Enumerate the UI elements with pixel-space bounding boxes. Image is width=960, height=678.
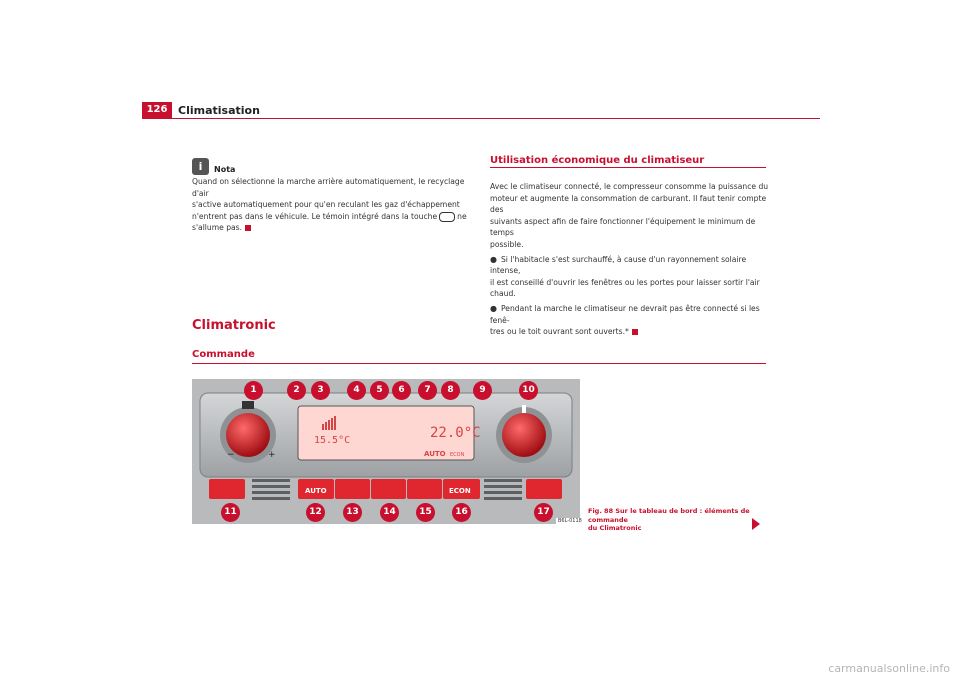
section-heading-eco: Utilisation économique du climatiseur bbox=[490, 155, 705, 166]
svg-text:ECON: ECON bbox=[449, 487, 471, 495]
callout-12: 12 bbox=[306, 503, 325, 522]
callout-7: 7 bbox=[418, 381, 437, 400]
subsection-rule bbox=[192, 363, 766, 364]
svg-text:ECON: ECON bbox=[450, 452, 465, 458]
air-distribution-button-3 bbox=[407, 479, 442, 499]
callout-11: 11 bbox=[221, 503, 240, 522]
end-of-section-icon bbox=[632, 329, 638, 335]
climatronic-panel-figure bbox=[192, 379, 580, 524]
temperature-icon bbox=[522, 405, 526, 413]
defrost-button bbox=[209, 479, 245, 499]
fan-icon bbox=[242, 401, 254, 409]
callout-5: 5 bbox=[370, 381, 389, 400]
callout-16: 16 bbox=[452, 503, 471, 522]
callout-13: 13 bbox=[343, 503, 362, 522]
callout-2: 2 bbox=[287, 381, 306, 400]
callout-8: 8 bbox=[441, 381, 460, 400]
figure-caption: Fig. 88 Sur le tableau de bord : éléments de commande du Climatronic bbox=[588, 507, 750, 532]
svg-text:−: − bbox=[227, 450, 235, 460]
next-page-arrow-icon[interactable] bbox=[752, 518, 760, 530]
right-temperature-knob bbox=[502, 413, 546, 457]
bullet-icon: ● bbox=[490, 254, 497, 264]
callout-4: 4 bbox=[347, 381, 366, 400]
callout-6: 6 bbox=[392, 381, 411, 400]
callout-10: 10 bbox=[519, 381, 538, 400]
callout-14: 14 bbox=[380, 503, 399, 522]
nota-title: Nota bbox=[214, 165, 236, 174]
recirculation-button bbox=[526, 479, 562, 499]
subsection-title-commande: Commande bbox=[192, 349, 255, 360]
section-rule bbox=[490, 167, 766, 168]
header-rule bbox=[142, 118, 820, 119]
svg-text:+: + bbox=[268, 450, 276, 460]
page-number: 126 bbox=[142, 102, 172, 118]
svg-text:AUTO: AUTO bbox=[424, 450, 446, 458]
svg-text:15.5°C: 15.5°C bbox=[314, 435, 351, 446]
eco-paragraph: Avec le climatiseur connecté, le compresseur consomme la puissance du moteur et augmente la consommation de carburant. Il faut tenir compte des suivants aspect afin de faire fonctionner l'équipement le minimum de temps possible. ● Si l'habitacle s'est surchauffé, à cause d'un rayonnement solaire intense, il est conseillé d'ouvrir les fenêtres ou les portes pour laisser sortir l'air chaud. ● Pendant la marche le climatiseur ne devrait pas être connecté si les fenê- tres ou le toit ouvrant sont ouverts.* bbox=[490, 182, 769, 337]
end-of-section-icon bbox=[245, 225, 251, 231]
callout-3: 3 bbox=[311, 381, 330, 400]
bullet-icon: ● bbox=[490, 303, 497, 313]
callout-17: 17 bbox=[534, 503, 553, 522]
section-title-climatronic: Climatronic bbox=[192, 318, 276, 333]
watermark: carmanualsonline.info bbox=[828, 662, 950, 675]
air-distribution-button-1 bbox=[335, 479, 370, 499]
figure-code: B6L-0118 bbox=[558, 518, 582, 524]
page-header-title: Climatisation bbox=[178, 104, 260, 117]
nota-text: Quand on sélectionne la marche arrière automatiquement, le recyclage d'air s'active automatiquement pour qu'en reculant les gaz d'échappement n'entrent pas dans le véhicule. Le témoin intégré dans la touche ne s'allume pas. bbox=[192, 177, 467, 233]
info-icon: i bbox=[192, 158, 209, 175]
callout-1: 1 bbox=[244, 381, 263, 400]
callout-15: 15 bbox=[416, 503, 435, 522]
climatronic-panel-drawing bbox=[192, 379, 580, 524]
recirculation-icon bbox=[439, 212, 455, 222]
callout-9: 9 bbox=[473, 381, 492, 400]
svg-text:22.0°C: 22.0°C bbox=[430, 425, 481, 441]
air-distribution-button-2 bbox=[371, 479, 406, 499]
svg-text:AUTO: AUTO bbox=[305, 487, 327, 495]
